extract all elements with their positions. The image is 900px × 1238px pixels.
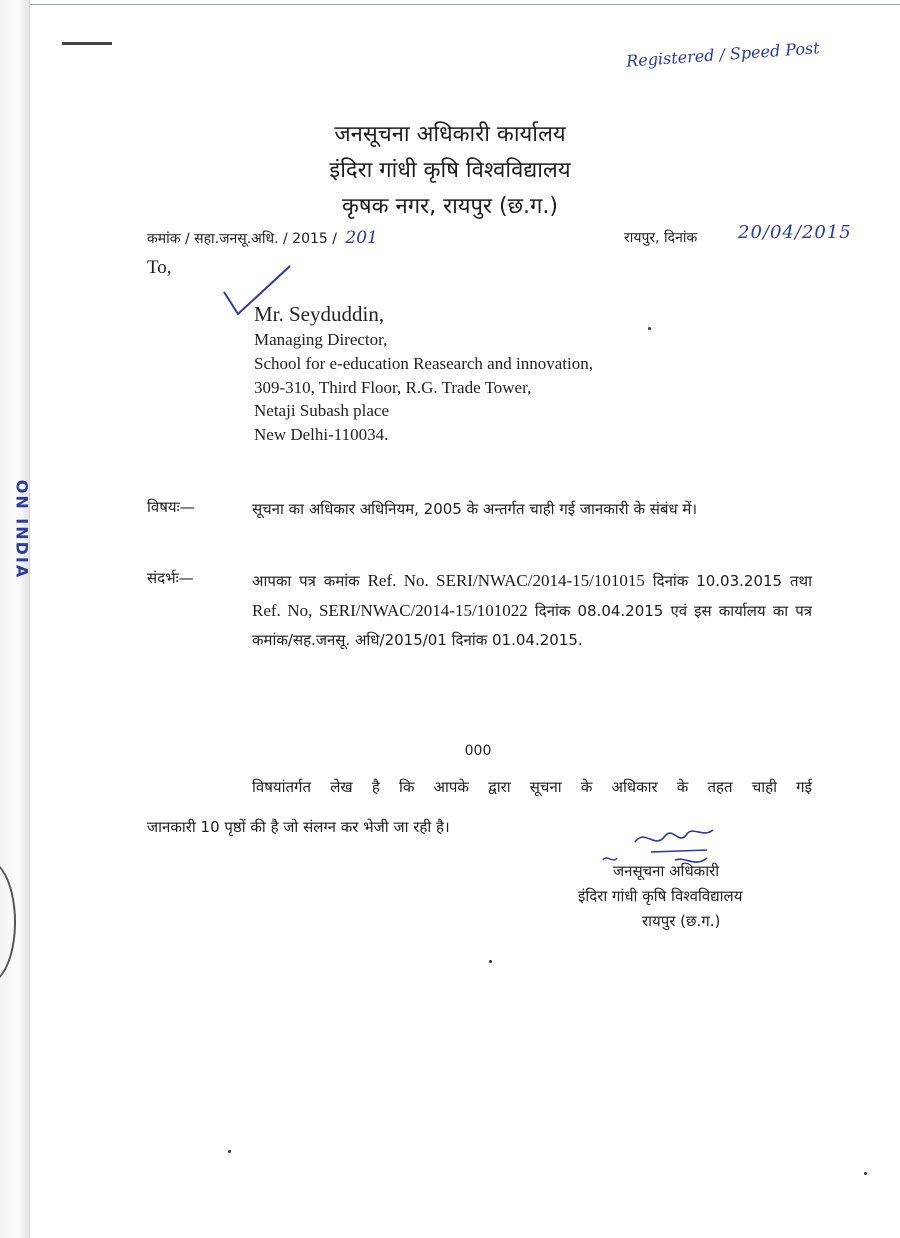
reference-label: संदर्भः— — [147, 569, 194, 587]
letter-number — [147, 228, 378, 248]
recipient-name: Mr. Seyduddin, — [254, 302, 385, 326]
recipient-designation: Managing Director, — [254, 330, 388, 349]
university-heading: इंदिरा गांधी कृषि विश्वविद्यालय — [329, 158, 571, 183]
reference-number-2: Ref. No, SERI/NWAC/2014-15/101022 — [252, 601, 528, 620]
pen-dash-mark — [62, 42, 112, 45]
stray-dot — [489, 960, 492, 963]
signatory-title: जनसूचना अधिकारी — [613, 862, 720, 880]
recipient-address-line: 309-310, Third Floor, R.G. Trade Tower, — [254, 378, 532, 397]
reference-number-1: Ref. No. SERI/NWAC/2014-15/101015 — [367, 571, 645, 590]
separator: 000 — [464, 743, 492, 759]
paper-edge-line — [29, 0, 30, 1238]
paper-edge-strip — [0, 0, 30, 1238]
reference-text-part: दिनांक 08.04.2015 एवं इस कार्यालय का पत्र कमांक/सह.जनसू. अधि/2015/01 दिनांक 01.04.2015. — [252, 602, 813, 649]
top-border-line — [30, 4, 900, 5]
stray-dot — [228, 1150, 231, 1153]
reference-text — [252, 566, 812, 655]
reference-text-part: दिनांक 10.03.2015 तथा — [652, 572, 812, 590]
stray-dot — [864, 1172, 867, 1175]
registered-post-note: Registered / Speed Post — [625, 38, 821, 71]
letter-date-handwritten: 20/04/2015 — [738, 222, 852, 243]
signatory-institution: इंदिरा गांधी कृषि विश्वविद्यालय — [578, 887, 743, 905]
letter-date-label: रायपुर, दिनांक — [624, 230, 698, 246]
recipient-city: New Delhi-110034. — [254, 425, 389, 444]
signatory-place: रायपुर (छ.ग.) — [642, 912, 721, 930]
salutation: To, — [147, 257, 172, 278]
recipient-address-line: Netaji Subash place — [254, 401, 390, 420]
body-line: विषयांतर्गत लेख है कि आपके द्वारा सूचना के अधिकार के तहत चाही गई — [252, 778, 812, 796]
recipient-organisation: School for e-education Reasearch and innovation, — [254, 354, 593, 373]
subject-label: विषयः— — [147, 498, 195, 516]
reference-text-part: आपका पत्र कमांक — [252, 572, 360, 590]
letter-number-handwritten: 201 — [345, 228, 378, 248]
body-line: जानकारी 10 पृष्ठों की है जो संलग्न कर भेजी जा रही है। — [147, 818, 450, 836]
edge-stamp-text: ON INDIA — [12, 479, 32, 580]
address-heading: कृषक नगर, रायपुर (छ.ग.) — [342, 194, 558, 219]
subject-text: सूचना का अधिकार अधिनियम, 2005 के अन्तर्गत चाही गई जानकारी के संबंध में। — [252, 500, 698, 518]
office-heading: जनसूचना अधिकारी कार्यालय — [334, 122, 566, 147]
letter-number-label: कमांक / सहा.जनसू.अधि. / 2015 / — [147, 231, 337, 247]
stray-dot — [648, 327, 651, 330]
